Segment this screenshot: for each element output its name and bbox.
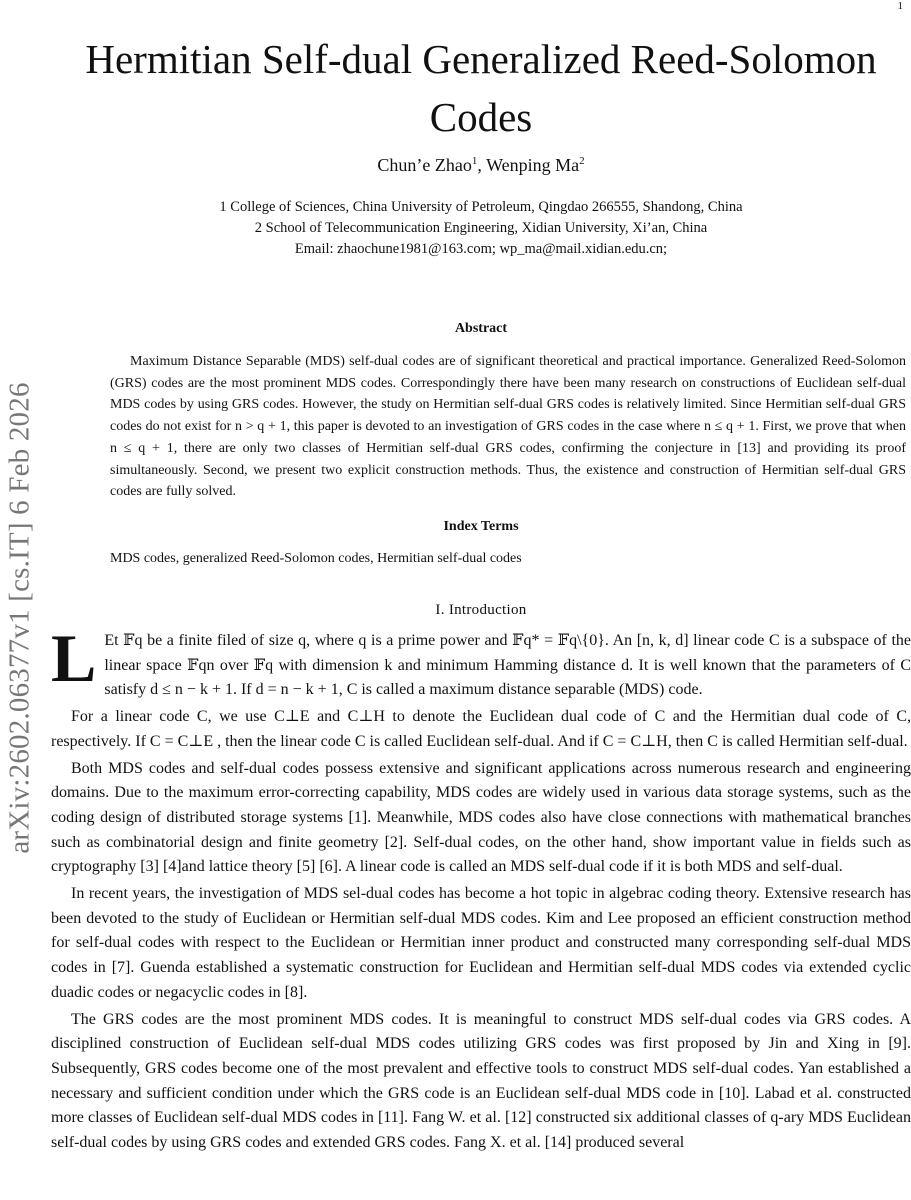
paragraph-1: Et 𝔽q be a finite filed of size q, where q is a prime power and 𝔽q* = 𝔽q\{0}. An [n, k, d] linear code C is a subspace of the linear space 𝔽qn over 𝔽q with dimension k and minimum Hamming distance d. It is well known that the parameters of C satisfy d ≤ n − k + 1. If d = n − k + 1, C is called a maximum distance separable (MDS) code. [104,632,911,699]
paragraph-5: The GRS codes are the most prominent MDS codes. It is meaningful to construct MDS self-dual codes via GRS codes. A disciplined construction of Euclidean self-dual MDS codes utilizing GRS codes was first proposed by Jin and Xing in [9]. Subsequently, GRS codes become one of the most prevalent and effective tools to construct MDS self-dual codes. Yan established a necessary and sufficient condition under which the GRS code is an Euclidean self-dual MDS code in [10]. Labad et al. constructed more classes of Euclidean self-dual MDS codes in [11]. Fang W. et al. [12] constructed six additional classes of q-ary MDS Euclidean self-dual codes by using GRS codes and extended GRS codes. Fang X. et al. [14] produced several [51,1010,911,1152]
author-line [52,155,910,176]
index-terms-body: MDS codes, generalized Reed-Solomon codes, Hermitian self-dual codes [110,551,522,566]
author-2-name: Wenping Ma [486,155,580,175]
arxiv-identifier: arXiv:2602.06377v1 [cs.IT] 6 Feb 2026 [3,382,36,854]
affiliation-1: 1 College of Sciences, China University of Petroleum, Qingdao 266555, Shandong, China [219,199,743,215]
abstract-heading: Abstract [454,321,508,336]
author-2-affiliation-mark: 2 [579,155,585,167]
author-1-name: Chun’e Zhao [377,155,472,175]
section-heading-introduction: I. Introduction [435,602,527,618]
arxiv-sidebar-stamp [0,338,41,898]
paragraph-3: Both MDS codes and self-dual codes possess extensive and significant applications across numerous research and engineering domains. Due to the maximum error-correcting capability, MDS codes are widely used in various data storage systems, such as the coding design of distributed storage systems [1]. Meanwhile, MDS codes also have close connections with mathematical branches such as combinatorial design and finite geometry [2]. Self-dual codes, on the other hand, show important value in fields such as cryptography [3] [4]and lattice theory [5] [6]. A linear code is called an MDS self-dual code if it is both MDS and self-dual. [51,759,911,876]
abstract-body: Maximum Distance Separable (MDS) self-dual codes are of significant theoretical and practical importance. Generalized Reed-Solomon (GRS) codes are the most prominent MDS codes. Correspondingly there have been many research on constructions of Euclidean self-dual MDS codes by using GRS codes. However, the study on Hermitian self-dual GRS codes is relatively limited. Since Hermitian self-dual GRS codes do not exist for n > q + 1, this paper is devoted to an investigation of GRS codes in the case where n ≤ q + 1. First, we prove that when n ≤ q + 1, there are only two classes of Hermitian self-dual GRS codes, confirming the conjecture in [13] and providing its proof simultaneously. Second, we present two explicit construction methods. Thus, the existence and construction of Hermitian self-dual GRS codes are fully solved. [110,354,906,500]
paper-title: Hermitian Self-dual Generalized Reed-Solomon Codes [85,36,877,140]
introduction-body [51,620,911,1158]
contact-email: Email: zhaochune1981@163.com; wp_ma@mail.xidian.edu.cn; [294,241,668,257]
page-number: 1 [897,0,903,12]
affiliations [52,197,910,260]
drop-cap: L [51,620,97,696]
affiliation-2: 2 School of Telecommunication Engineering, Xidian University, Xi’an, China [254,220,708,236]
index-terms-heading: Index Terms [443,519,519,534]
author-separator: , [477,155,487,175]
paragraph-2: For a linear code C, we use C⊥E and C⊥H to denote the Euclidean dual code of C and the Hermitian dual code of C, respectively. If C = C⊥E , then the linear code C is called Euclidean self-dual. And if C = C⊥H, then C is called Hermitian self-dual. [51,708,911,750]
paragraph-4: In recent years, the investigation of MDS sel-dual codes has become a hot topic in algebrac coding theory. Extensive research has been devoted to the study of Euclidean or Hermitian self-dual MDS codes. Kim and Lee proposed an efficient construction method for self-dual codes with respect to the Euclidean or Hermitian inner product and constructed many corresponding self-dual MDS codes in [7]. Guenda established a systematic construction for Euclidean and Hermitian self-dual MDS codes via extended cyclic duadic codes or negacyclic codes in [8]. [51,885,911,1001]
author-1-affiliation-mark: 1 [471,155,478,167]
